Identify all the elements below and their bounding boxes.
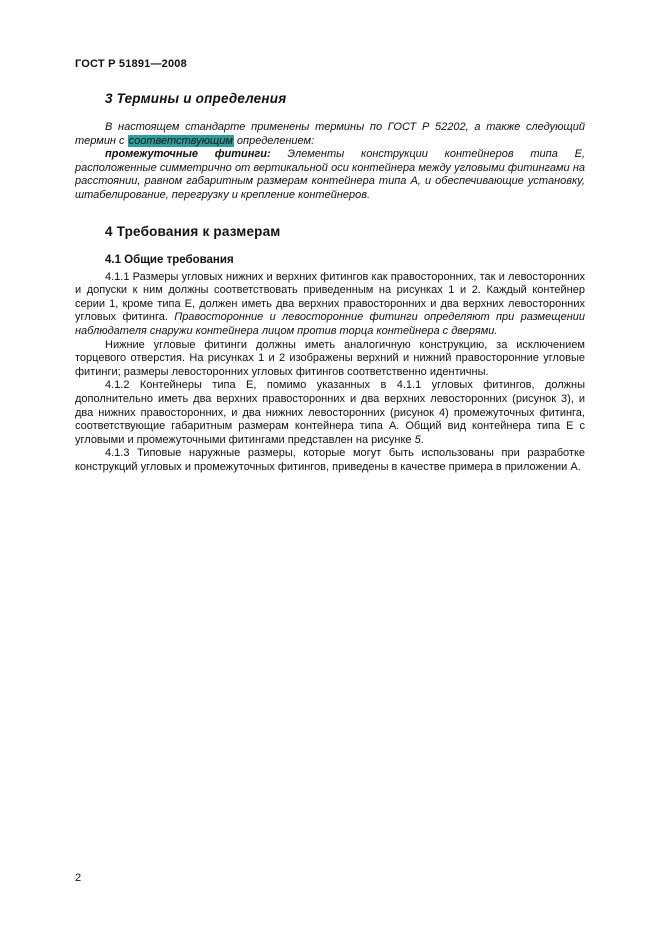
term-name: промежуточные фитинги: (105, 148, 271, 161)
paragraph-4-1-3: 4.1.3 Типовые наружные размеры, которые могут быть использованы при разработке конструкций угловых и промежуточных фитингов, приведены в качестве примера в приложении А. (75, 447, 585, 473)
figure-5-reference: 5 (414, 433, 421, 446)
paragraph-4-1-1 (75, 271, 585, 339)
paragraph-4-1-1-italic-note: Правосторонние и левосторонние фитинги определяют при размещении наблюдателя снаружи контейнера лицом против торца контейнера с дверями. (75, 311, 585, 337)
highlighted-word: соответствующим (128, 134, 233, 147)
terms-intro-text-start: В настоящем стандарте применены термины по ГОСТ Р 52202, а также следующий термин с (75, 121, 585, 147)
paragraph-4-1-2 (75, 379, 585, 447)
document-standard-number: ГОСТ Р 51891—2008 (75, 58, 187, 70)
paragraph-4-1-1-continued: Нижние угловые фитинги должны иметь аналогичную конструкцию, за исключением торцевого отверстия. На рисунках 1 и 2 изображены верхний и нижний правосторонние угловые фитинги; размеры левосторонних угловых фитингов соответственно идентичны. (75, 338, 585, 378)
paragraph-4-1-1-normal: 4.1.1 Размеры угловых нижних и верхних фитингов как правосторонних, так и левосторонних и допуски к ним должны соответствовать приведенным на рисунках 1 и 2. Каждый контейнер серии 1, кроме типа Е, должен иметь два верхних правосторонних и два верхних левосторонних угловых фитинга. (75, 270, 585, 324)
paragraph-term-definition (75, 148, 585, 202)
paragraph-4-1-2-text: 4.1.2 Контейнеры типа Е, помимо указанных в 4.1.1 угловых фитингов, должны дополнительно иметь два верхних правосторонних и два верхних левосторонних (рисунок 3), и два нижних правосторонних, и два нижних левосторонних (рисунок 4) промежуточных фитинга, соответствующие габаритным размерам контейнера типа А. Общий вид контейнера типа Е с угловыми и промежуточными фитингами представлен на рисунке (75, 379, 585, 446)
section-3-heading: 3 Термины и определения (105, 91, 287, 106)
section-4-heading: 4 Требования к размерам (105, 223, 281, 239)
term-definition-text: Элементы конструкции контейнеров типа Е, расположенные симметрично от вертикальной оси контейнера между угловыми фитингами на расстоянии, равном габаритным размерам контейнера типа А, и обеспечивающие установку, штабелирование, перегрузку и крепление контейнеров. (75, 148, 585, 201)
page-number: 2 (75, 872, 82, 884)
terms-intro-text-end: определением: (233, 134, 315, 147)
paragraph-terms-intro (75, 121, 585, 148)
paragraph-4-1-2-period: . (420, 433, 424, 446)
subsection-4-1-heading: 4.1 Общие требования (105, 253, 234, 266)
